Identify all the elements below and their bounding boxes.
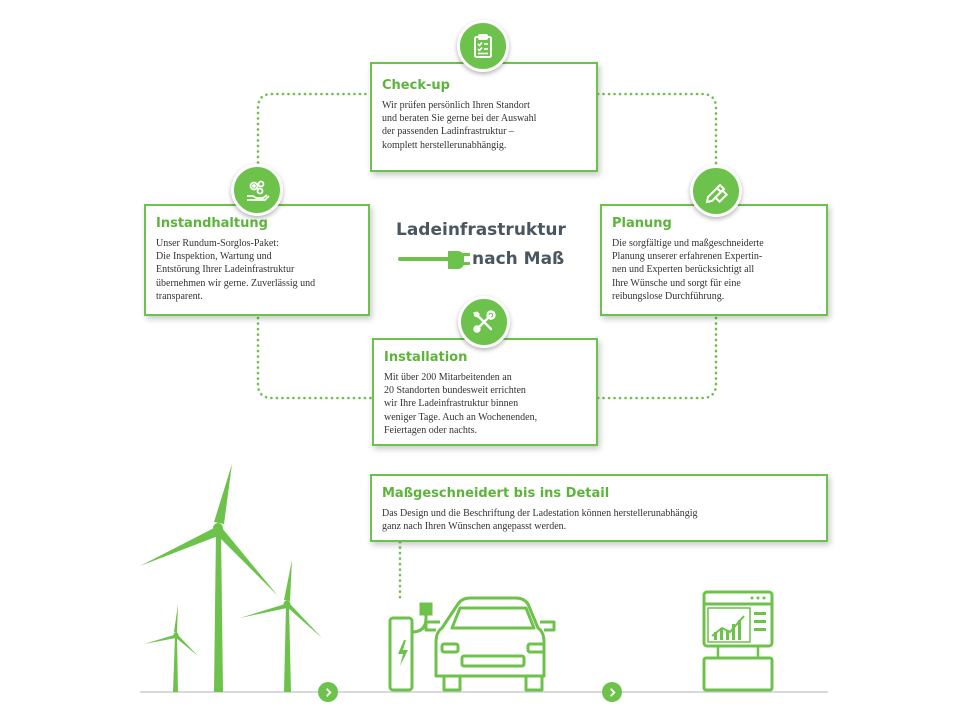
step-instandhaltung-title: Instandhaltung — [156, 216, 268, 231]
center-subtitle: nach Maß — [472, 249, 565, 269]
step-installation-title: Installation — [384, 350, 468, 365]
monitor-dashboard-icon — [704, 592, 772, 690]
step-planung — [600, 204, 828, 316]
pencil-ruler-icon — [690, 165, 742, 217]
detail-text: Das Design und die Beschriftung der Ladestation können herstellerunabhängig ganz nach Ihren Wünschen angepasst werden. — [382, 508, 698, 533]
detail-box — [370, 474, 828, 542]
wind-turbines-icon — [140, 464, 322, 692]
step-planung-text: Die sorgfältige und maßgeschneiderte Planung unserer erfahrenen Expertin- nen und Experten berücksichtigt all Ihre Wünsche und sorgt für eine reibungslose Durchführung. — [612, 238, 764, 302]
connector-installation-planung — [598, 318, 716, 398]
clipboard-checklist-icon — [457, 20, 509, 72]
connector-checkup-planung — [598, 94, 716, 168]
step-instandhaltung — [144, 204, 370, 316]
connector-instandhaltung-checkup — [258, 94, 370, 168]
step-planung-title: Planung — [612, 216, 672, 231]
step-checkup — [370, 62, 598, 172]
car-icon — [426, 598, 554, 690]
step-checkup-text: Wir prüfen persönlich Ihren Standort und beraten Sie gerne bei der Auswahl der passenden Ladinfrastruktur – komplett herstellerunabhängig. — [382, 100, 537, 151]
step-installation-text: Mit über 200 Mitarbeitenden an 20 Standorten bundesweit errichten wir Ihre Ladeinfrastruktur binnen weniger Tage. Auch an Wochenenden, Feiertagen oder nachts. — [384, 372, 538, 436]
charging-station-icon — [390, 604, 431, 690]
cable-plug-icon — [398, 251, 470, 269]
step-instandhaltung-text: Unser Rundum-Sorglos-Paket: Die Inspektion, Wartung und Entstörung Ihrer Ladeinfrastruktur übernehmen wir gerne. Zuverlässig und transparent. — [156, 238, 316, 302]
wrench-screwdriver-icon — [458, 296, 510, 348]
lightning-icon — [398, 640, 408, 666]
connector-instandhaltung-installation — [258, 318, 372, 398]
chevron-right-icon — [318, 682, 338, 702]
detail-title: Maßgeschneidert bis ins Detail — [382, 486, 610, 501]
step-installation — [372, 338, 598, 446]
hand-gears-icon — [231, 164, 283, 216]
step-checkup-title: Check-up — [382, 78, 450, 93]
chevron-right-icon — [602, 682, 622, 702]
center-title: Ladeinfrastruktur — [396, 220, 566, 240]
